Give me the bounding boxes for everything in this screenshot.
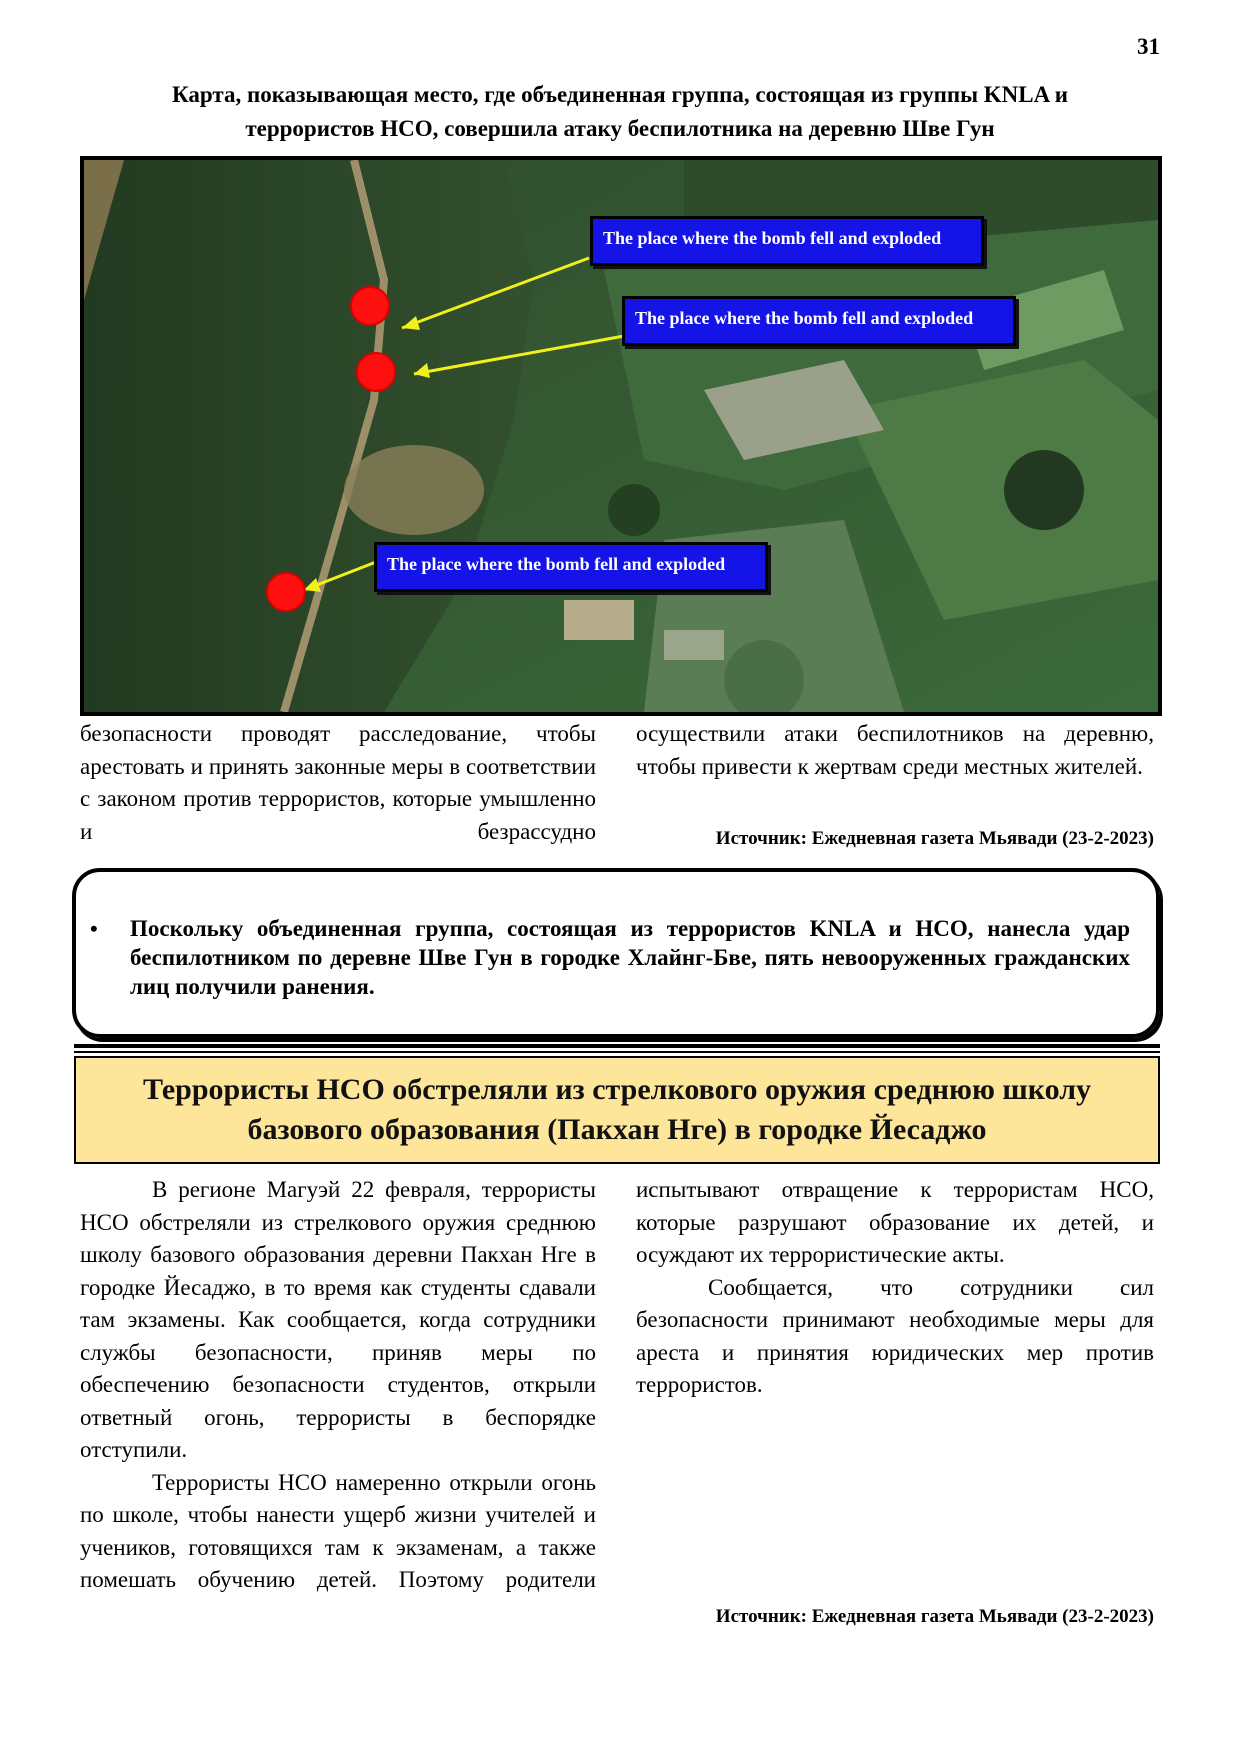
article2-paragraph: В регионе Магуэй 22 февраля, террористы НСО обстреляли из стрелкового оружия среднюю школу базового образования деревни Пакхан Нге в городке Йесаджо, в то время как студенты сдавали там экзамены. Как сообщается, когда сотрудники службы безопасности, приняв меры по обеспечению безопасности студентов, открыли ответный огонь, террористы в беспорядке отступили. [80,1177,596,1462]
article1-column2: осуществили атаки беспилотников на деревню, чтобы привести к жертвам среди местных жителей. [636,721,1154,779]
bullet-icon: • [90,916,98,941]
article2-column1 [80,1174,596,1597]
article2-headline [74,1056,1160,1164]
summary-bullet-item [90,914,1130,1001]
bomb-site-marker [266,572,306,612]
map-label-box: The place where the bomb fell and exploded [622,296,1016,346]
article2-source: Источник: Ежедневная газета Мьявади (23-2-2023) [715,1606,1154,1627]
article2-headline-line2: базового образования (Пакхан Нге) в городке Йесаджо [247,1113,987,1146]
map-label-box: The place where the bomb fell and exploded [590,216,984,266]
map-caption-line2: террористов НСО, совершила атаку беспилотника на деревню Шве Гун [245,116,995,141]
map-caption-line1: Карта, показывающая место, где объединенная группа, состоящая из группы KNLA и [172,82,1068,107]
page-number: 31 [1137,34,1160,59]
map-caption [80,78,1160,146]
summary-box [72,868,1160,1038]
satellite-map [80,156,1162,716]
article2-headline-line1: Террористы НСО обстреляли из стрелкового оружия среднюю школу [142,1073,1092,1106]
section-divider-thin [74,1051,1160,1053]
article2-column2 [636,1174,1154,1402]
article1-source: Источник: Ежедневная газета Мьявади (23-2-2023) [715,828,1154,849]
article2-paragraph: Террористы НСО намеренно открыли огонь по школе, чтобы нанести ущерб жизни учителей и учеников, готовящихся там к экзаменам, а также помешать обучению детей. Поэтому родители [80,1469,596,1592]
article2-paragraph: испытывают отвращение к террористам НСО, которые разрушают образование их детей, и осуждают их террористические акты. [636,1177,1154,1267]
bomb-site-marker [350,286,390,326]
article1-column1: безопасности проводят расследование, чтобы арестовать и принять законные меры в соответствии с законом против террористов, которые умышленно и безрассудно [80,721,596,844]
summary-bullet-text: Поскольку объединенная группа, состоящая из террористов KNLA и НСО, нанесла удар беспилотником по деревне Шве Гун в городке Хлайнг-Бве, пять невооруженных гражданских лиц получили ранения. [130,916,1130,999]
article2-paragraph: Сообщается, что сотрудники сил безопасности принимают необходимые меры для ареста и принятия юридических мер против террористов. [636,1274,1154,1397]
bomb-site-marker [356,352,396,392]
map-label-box: The place where the bomb fell and exploded [374,542,768,592]
section-divider-thick [74,1044,1160,1048]
